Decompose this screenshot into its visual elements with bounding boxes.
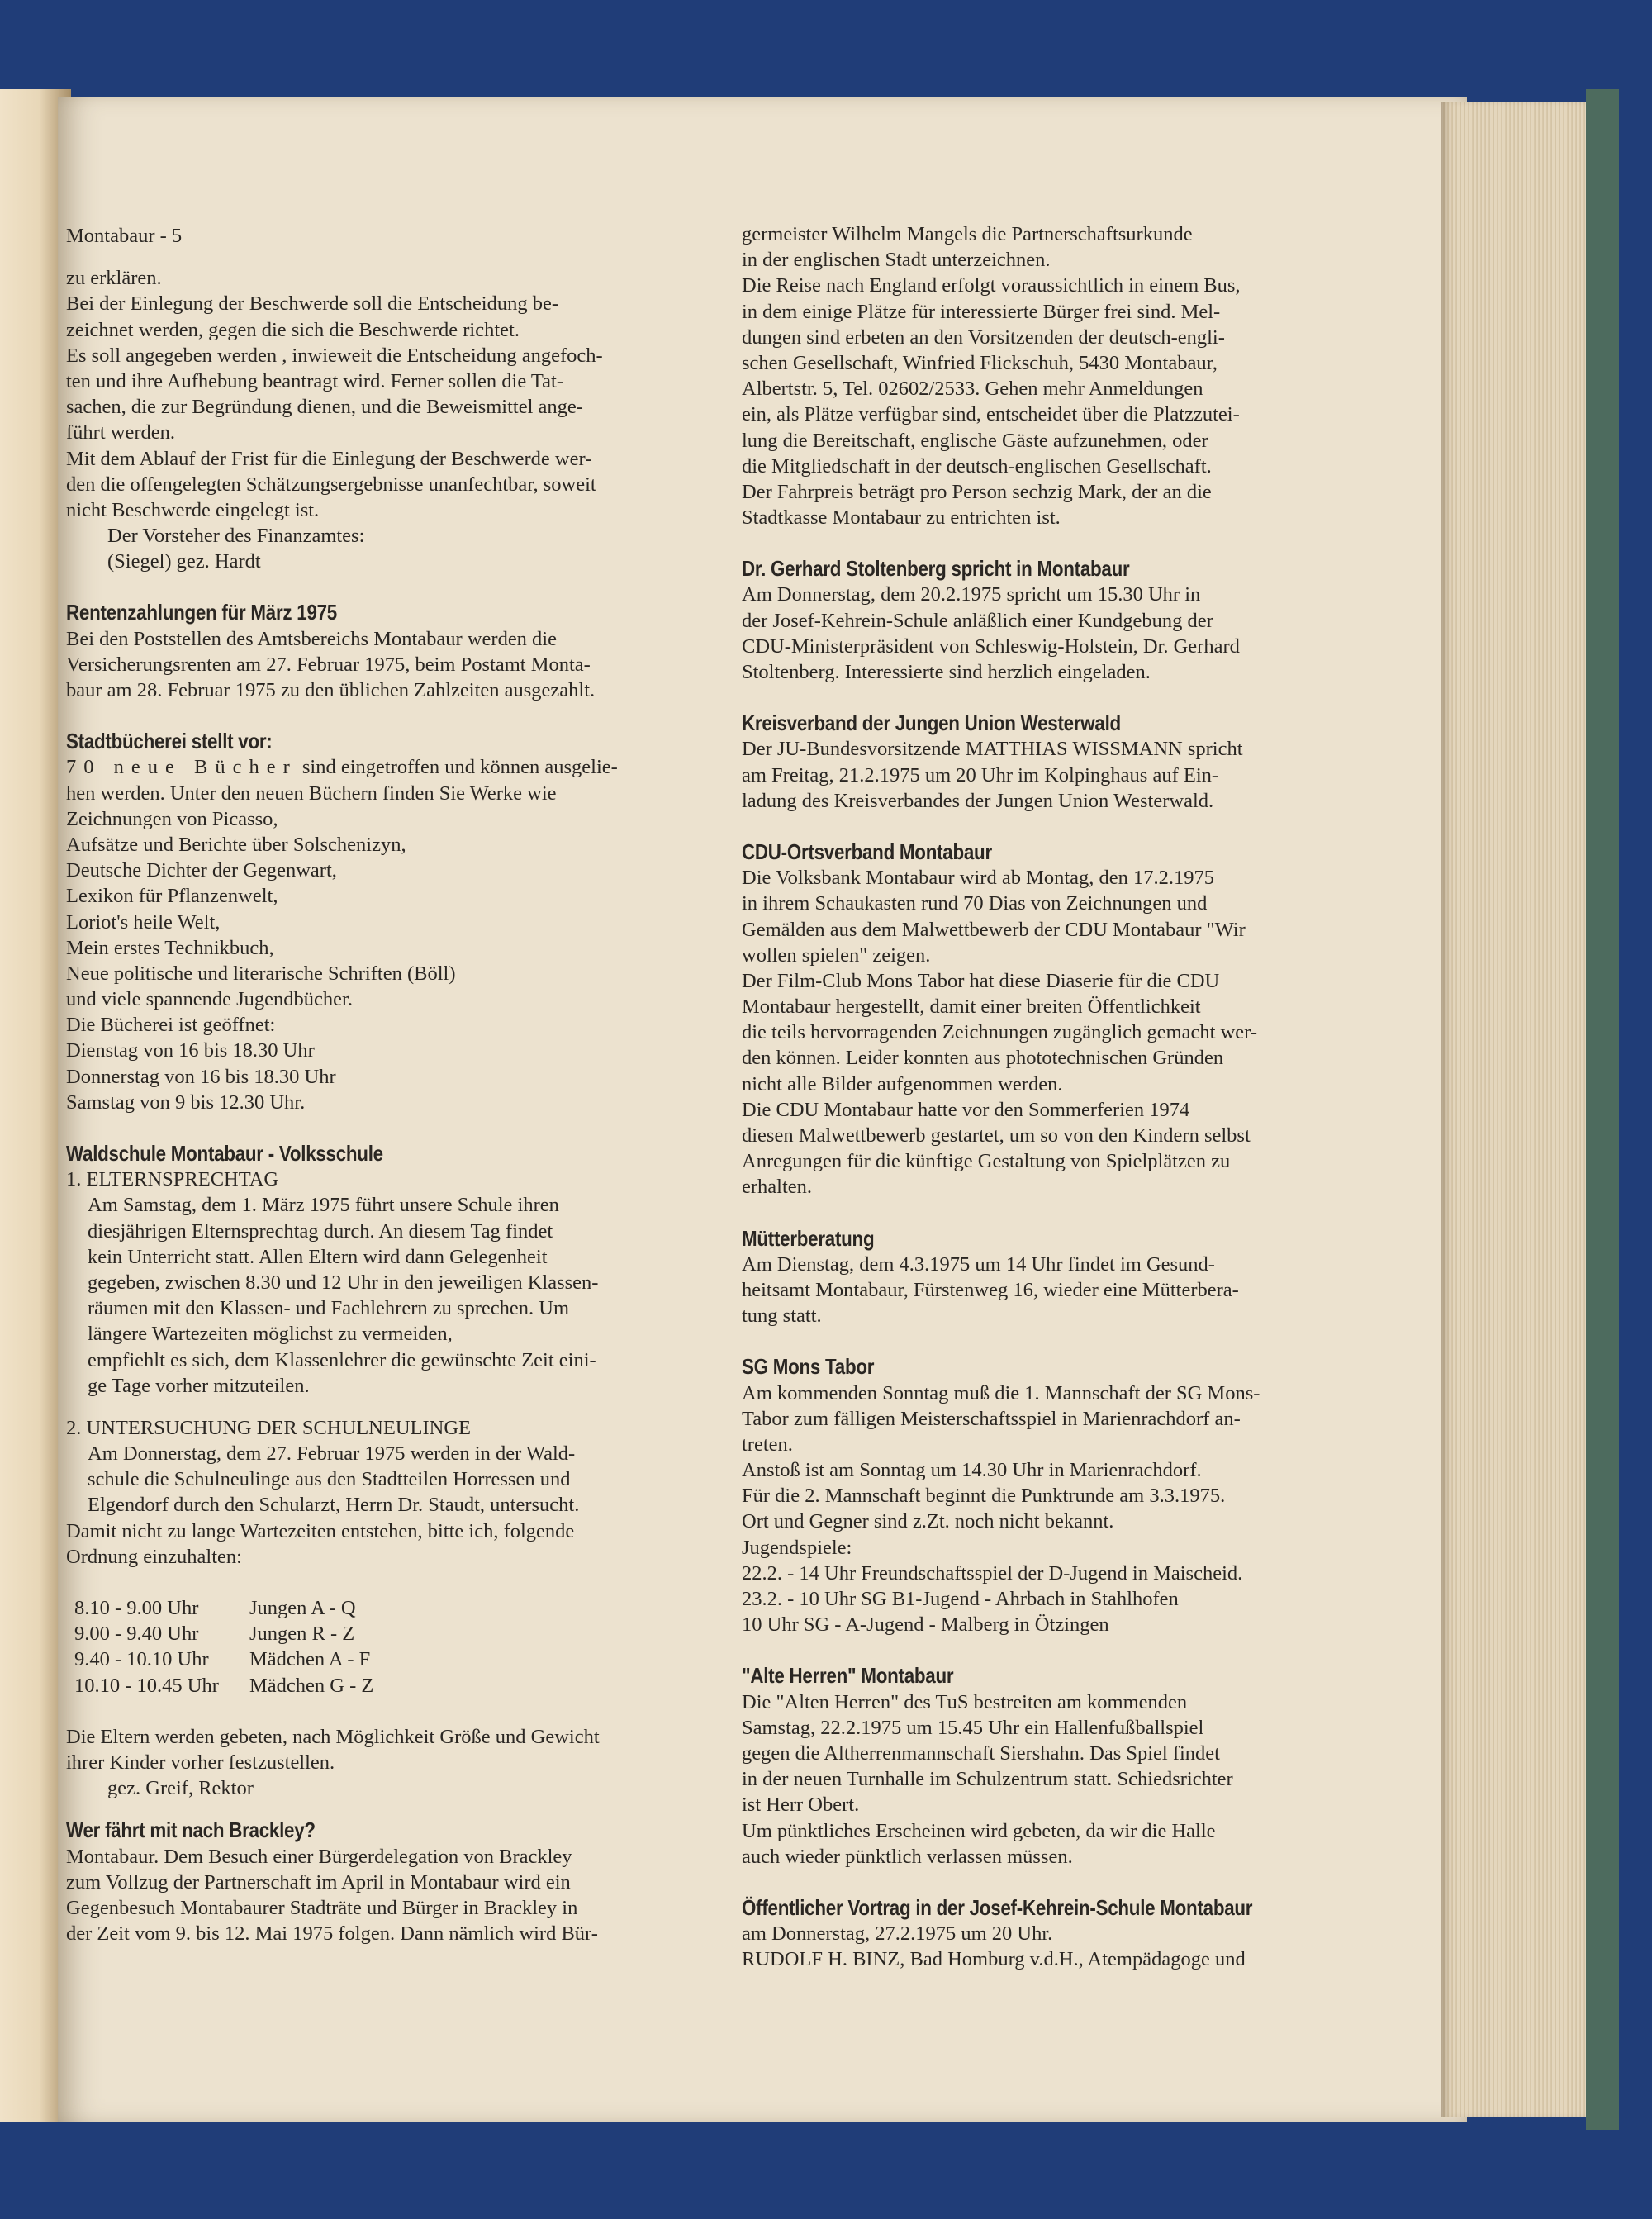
text-line: führt werden. bbox=[66, 421, 175, 444]
schedule-group: Mädchen G - Z bbox=[249, 1674, 374, 1697]
text-line: Die Reise nach England erfolgt voraussichtlich in einem Bus, bbox=[742, 274, 1241, 297]
schedule-time: 10.10 - 10.45 Uhr bbox=[74, 1674, 219, 1697]
text-line: Für die 2. Mannschaft beginnt die Punktrunde am 3.3.1975. bbox=[742, 1485, 1226, 1508]
text-line: ein, als Plätze verfügbar sind, entscheidet über die Platzzutei- bbox=[742, 403, 1240, 426]
book-cover-edge bbox=[1586, 89, 1619, 2130]
article-heading: CDU-Ortsverband Montabaur bbox=[742, 839, 992, 864]
text-line: Elgendorf durch den Schularzt, Herrn Dr. Staudt, untersucht. bbox=[88, 1494, 580, 1517]
text-line: Montabaur. Dem Besuch einer Bürgerdelegation von Brackley bbox=[66, 1845, 572, 1868]
text-line: CDU-Ministerpräsident von Schleswig-Holstein, Dr. Gerhard bbox=[742, 634, 1240, 658]
signature-line: Der Vorsteher des Finanzamtes: bbox=[107, 525, 365, 548]
text-line: auch wieder pünktlich verlassen müssen. bbox=[742, 1845, 1073, 1868]
text-line: Bei den Poststellen des Amtsbereichs Montabaur werden die bbox=[66, 627, 557, 650]
opening-hours: Donnerstag von 16 bis 18.30 Uhr bbox=[66, 1065, 336, 1088]
text-line: gegeben, zwischen 8.30 und 12 Uhr in den jeweiligen Klassen- bbox=[88, 1271, 599, 1294]
text-line: Albertstr. 5, Tel. 02602/2533. Gehen mehr Anmeldungen bbox=[742, 378, 1203, 401]
text-line: den die offengelegten Schätzungsergebnisse unanfechtbar, soweit bbox=[66, 473, 596, 496]
text-line: Die Eltern werden gebeten, nach Möglichkeit Größe und Gewicht bbox=[66, 1725, 600, 1748]
text-line: Stadtkasse Montabaur zu entrichten ist. bbox=[742, 506, 1061, 530]
text-line: in ihrem Schaukasten rund 70 Dias von Zeichnungen und bbox=[742, 892, 1208, 915]
text-line: Ordnung einzuhalten: bbox=[66, 1545, 242, 1568]
text-line: schule die Schulneulinge aus den Stadtteilen Horressen und bbox=[88, 1468, 571, 1491]
article-heading: Rentenzahlungen für März 1975 bbox=[66, 600, 337, 625]
list-item: Deutsche Dichter der Gegenwart, bbox=[66, 859, 337, 882]
text-line: gegen die Altherrenmannschaft Siershahn. Das Spiel findet bbox=[742, 1741, 1220, 1765]
text-line: am Donnerstag, 27.2.1975 um 20 Uhr. bbox=[742, 1922, 1053, 1946]
text-line: Samstag, 22.2.1975 um 15.45 Uhr ein Hallenfußballspiel bbox=[742, 1716, 1204, 1739]
text-line: kein Unterricht statt. Allen Eltern wird dann Gelegenheit bbox=[88, 1245, 548, 1268]
list-item: Zeichnungen von Picasso, bbox=[66, 807, 278, 830]
schedule-group: Jungen R - Z bbox=[249, 1623, 355, 1646]
text-line: diesjährigen Elternsprechtag durch. An diesem Tag findet bbox=[88, 1219, 553, 1243]
text-line: Damit nicht zu lange Wartezeiten entstehen, bitte ich, folgende bbox=[66, 1519, 575, 1542]
article-brackley bbox=[66, 1817, 681, 1946]
schedule-group: Jungen A - Q bbox=[249, 1597, 356, 1619]
text-line: treten. bbox=[742, 1433, 793, 1456]
text-line: diesen Malwettbewerb gestartet, um so von den Kindern selbst bbox=[742, 1124, 1251, 1147]
text-line: in der neuen Turnhalle im Schulzentrum statt. Schiedsrichter bbox=[742, 1768, 1233, 1791]
right-column bbox=[742, 221, 1378, 1972]
article-muetterberatung bbox=[742, 1226, 1378, 1329]
text-line: der Josef-Kehrein-Schule anläßlich einer Kundgebung der bbox=[742, 609, 1213, 632]
schedule-group: Mädchen A - F bbox=[249, 1648, 371, 1671]
signature-line: gez. Greif, Rektor bbox=[107, 1777, 254, 1800]
text-line: Es soll angegeben werden , inwieweit die Entscheidung angefoch- bbox=[66, 344, 603, 367]
text-line: ist Herr Obert. bbox=[742, 1794, 860, 1817]
text-line: Gegenbesuch Montabaurer Stadträte und Bürger in Brackley in bbox=[66, 1896, 578, 1919]
article-heading: Dr. Gerhard Stoltenberg spricht in Montabaur bbox=[742, 556, 1130, 582]
article-heading: Mütterberatung bbox=[742, 1225, 875, 1251]
text-line: 23.2. - 10 Uhr SG B1-Jugend - Ahrbach in Stahlhofen bbox=[742, 1588, 1179, 1610]
article-heading: Öffentlicher Vortrag in der Josef-Kehrein-Schule Montabaur bbox=[742, 1894, 1253, 1920]
text-line: in dem einige Plätze für interessierte Bürger frei sind. Mel- bbox=[742, 300, 1221, 323]
text-line: Am kommenden Sonntag muß die 1. Mannschaft der SG Mons- bbox=[742, 1381, 1260, 1404]
text-line: in der englischen Stadt unterzeichnen. bbox=[742, 249, 1051, 272]
text-line: Stoltenberg. Interessierte sind herzlich eingeladen. bbox=[742, 661, 1151, 683]
text-line: wollen spielen" zeigen. bbox=[742, 943, 931, 967]
list-item: Aufsätze und Berichte über Solschenizyn, bbox=[66, 833, 406, 856]
article-waldschule bbox=[66, 1141, 681, 1801]
list-item: Loriot's heile Welt, bbox=[66, 910, 221, 934]
article-alte-herren bbox=[742, 1663, 1378, 1870]
spaced-emphasis: 70 neue Bücher bbox=[66, 756, 297, 779]
article-heading: SG Mons Tabor bbox=[742, 1354, 875, 1380]
schedule-row bbox=[66, 1646, 681, 1672]
text-line: zeichnet werden, gegen die sich die Beschwerde richtet. bbox=[66, 318, 520, 341]
text-run: sind eingetroffen und können ausgelie- bbox=[297, 756, 618, 779]
list-item: Neue politische und literarische Schriften (Böll) bbox=[66, 962, 456, 985]
schedule-time: 9.40 - 10.10 Uhr bbox=[74, 1648, 209, 1671]
text-line: die teils hervorragenden Zeichnungen zugänglich gemacht wer- bbox=[742, 1021, 1257, 1044]
article-heading: Wer fährt mit nach Brackley? bbox=[66, 1817, 316, 1843]
text-line: am Freitag, 21.2.1975 um 20 Uhr im Kolpinghaus auf Ein- bbox=[742, 763, 1219, 786]
text-line: heitsamt Montabaur, Fürstenweg 16, wieder eine Mütterbera- bbox=[742, 1278, 1239, 1301]
text-line: 22.2. - 14 Uhr Freundschaftsspiel der D-Jugend in Maischeid. bbox=[742, 1561, 1243, 1585]
objection-notice bbox=[66, 265, 681, 574]
signature-line: (Siegel) gez. Hardt bbox=[107, 550, 261, 573]
text-line: Mit dem Ablauf der Frist für die Einlegung der Beschwerde wer- bbox=[66, 447, 592, 470]
text-line: Bei der Einlegung der Beschwerde soll die Entscheidung be- bbox=[66, 292, 558, 316]
text-line: zum Vollzug der Partnerschaft im April in Montabaur wird ein bbox=[66, 1870, 571, 1894]
list-item: Mein erstes Technikbuch, bbox=[66, 936, 274, 959]
schedule-row bbox=[66, 1595, 681, 1621]
article-stadtbuecherei bbox=[66, 729, 681, 1115]
text-line: Um pünktliches Erscheinen wird gebeten, da wir die Halle bbox=[742, 1819, 1216, 1842]
text-line: erhalten. bbox=[742, 1176, 813, 1199]
text-line: Der JU-Bundesvorsitzende MATTHIAS WISSMANN spricht bbox=[742, 738, 1243, 761]
text-line bbox=[66, 754, 681, 780]
schedule-table bbox=[66, 1595, 681, 1699]
schedule-time: 9.00 - 9.40 Uhr bbox=[74, 1623, 199, 1646]
text-line: längere Wartezeiten möglichst zu vermeiden, bbox=[88, 1323, 453, 1346]
schedule-time: 8.10 - 9.00 Uhr bbox=[74, 1597, 199, 1619]
page-stack-edges bbox=[1441, 102, 1602, 2117]
text-line: räumen mit den Klassen- und Fachlehrern zu sprechen. Um bbox=[88, 1297, 570, 1320]
text-line: Ort und Gegner sind z.Zt. noch nicht bekannt. bbox=[742, 1510, 1114, 1533]
opening-hours: Samstag von 9 bis 12.30 Uhr. bbox=[66, 1090, 306, 1114]
article-heading: "Alte Herren" Montabaur bbox=[742, 1663, 954, 1689]
text-line: Jugendspiele: bbox=[742, 1536, 852, 1559]
schedule-row bbox=[66, 1621, 681, 1646]
text-line: Gemälden aus dem Malwettbewerb der CDU Montabaur "Wir bbox=[742, 918, 1246, 941]
article-stoltenberg bbox=[742, 556, 1378, 685]
article-cdu bbox=[742, 839, 1378, 1200]
text-line: Der Fahrpreis beträgt pro Person sechzig Mark, der an die bbox=[742, 480, 1212, 503]
text-line: baur am 28. Februar 1975 zu den üblichen Zahlzeiten ausgezahlt. bbox=[66, 679, 596, 701]
text-line: ihrer Kinder vorher festzustellen. bbox=[66, 1751, 335, 1774]
text-line: ladung des Kreisverbandes der Jungen Union Westerwald. bbox=[742, 789, 1214, 812]
text-line: sachen, die zur Begründung dienen, und die Beweismittel ange- bbox=[66, 396, 583, 419]
list-item: Lexikon für Pflanzenwelt, bbox=[66, 885, 278, 908]
text-line: Am Donnerstag, dem 20.2.1975 spricht um 15.30 Uhr in bbox=[742, 583, 1201, 606]
text-line: nicht Beschwerde eingelegt ist. bbox=[66, 498, 320, 521]
text-line: lung die Bereitschaft, englische Gäste aufzunehmen, oder bbox=[742, 429, 1208, 452]
article-heading: Waldschule Montabaur - Volksschule bbox=[66, 1141, 383, 1166]
text-line: Die CDU Montabaur hatte vor den Sommerferien 1974 bbox=[742, 1098, 1190, 1121]
article-brackley-continued bbox=[742, 221, 1378, 530]
text-line: schen Gesellschaft, Winfried Flickschuh, 5430 Montabaur, bbox=[742, 351, 1218, 374]
text-line: zu erklären. bbox=[66, 267, 162, 290]
text-line: den können. Leider konnten aus phototechnischen Gründen bbox=[742, 1047, 1224, 1070]
item-title: 2. UNTERSUCHUNG DER SCHULNEULINGE bbox=[66, 1416, 471, 1439]
text-line: Versicherungsrenten am 27. Februar 1975, beim Postamt Monta- bbox=[66, 653, 591, 676]
text-line: Die Volksbank Montabaur wird ab Montag, den 17.2.1975 bbox=[742, 867, 1215, 890]
text-line: Die "Alten Herren" des TuS bestreiten am kommenden bbox=[742, 1690, 1188, 1713]
text-line: nicht alle Bilder aufgenommen werden. bbox=[742, 1072, 1063, 1095]
text-line: Tabor zum fälligen Meisterschaftsspiel in Marienrachdorf an- bbox=[742, 1407, 1241, 1430]
text-line: die Mitgliedschaft in der deutsch-englischen Gesellschaft. bbox=[742, 454, 1212, 478]
page-header: Montabaur - 5 bbox=[66, 225, 183, 247]
article-renten bbox=[66, 600, 681, 703]
text-line: Montabaur hergestellt, damit einer breiten Öffentlichkeit bbox=[742, 995, 1201, 1019]
item-title: 1. ELTERNSPRECHTAG bbox=[66, 1168, 279, 1191]
text-line: Anstoß ist am Sonntag um 14.30 Uhr in Marienrachdorf. bbox=[742, 1459, 1202, 1482]
left-column bbox=[66, 223, 681, 1946]
text-line: Am Samstag, dem 1. März 1975 führt unsere Schule ihren bbox=[88, 1194, 559, 1217]
article-vortrag bbox=[742, 1895, 1378, 1973]
text-line: Die Bücherei ist geöffnet: bbox=[66, 1014, 276, 1037]
text-line: Am Donnerstag, dem 27. Februar 1975 werden in der Wald- bbox=[88, 1442, 576, 1466]
text-line: RUDOLF H. BINZ, Bad Homburg v.d.H., Atempädagoge und bbox=[742, 1948, 1246, 1971]
schedule-row bbox=[66, 1673, 681, 1699]
article-sg-mons-tabor bbox=[742, 1354, 1378, 1637]
article-heading: Kreisverband der Jungen Union Westerwald bbox=[742, 710, 1121, 736]
text-line: empfiehlt es sich, dem Klassenlehrer die gewünschte Zeit eini- bbox=[88, 1348, 596, 1371]
opening-hours: Dienstag von 16 bis 18.30 Uhr bbox=[66, 1039, 315, 1062]
text-line: 10 Uhr SG - A-Jugend - Malberg in Ötzingen bbox=[742, 1613, 1109, 1637]
text-line: Der Film-Club Mons Tabor hat diese Diaserie für die CDU bbox=[742, 969, 1220, 992]
text-line: dungen sind erbeten an den Vorsitzenden der deutsch-engli- bbox=[742, 325, 1225, 349]
article-heading: Stadtbücherei stellt vor: bbox=[66, 729, 273, 754]
text-line: ten und ihre Aufhebung beantragt wird. Ferner sollen die Tat- bbox=[66, 369, 563, 392]
text-line: germeister Wilhelm Mangels die Partnerschaftsurkunde bbox=[742, 223, 1193, 245]
article-junge-union bbox=[742, 710, 1378, 814]
text-line: der Zeit vom 9. bis 12. Mai 1975 folgen. Dann nämlich wird Bür- bbox=[66, 1922, 598, 1946]
text-line: ge Tage vorher mitzuteilen. bbox=[88, 1374, 310, 1397]
list-item: und viele spannende Jugendbücher. bbox=[66, 988, 353, 1011]
text-line: tung statt. bbox=[742, 1304, 822, 1328]
text-line: Am Dienstag, dem 4.3.1975 um 14 Uhr findet im Gesund- bbox=[742, 1252, 1215, 1276]
text-line: Anregungen für die künftige Gestaltung von Spielplätzen zu bbox=[742, 1150, 1231, 1173]
text-line: hen werden. Unter den neuen Büchern finden Sie Werke wie bbox=[66, 782, 557, 805]
